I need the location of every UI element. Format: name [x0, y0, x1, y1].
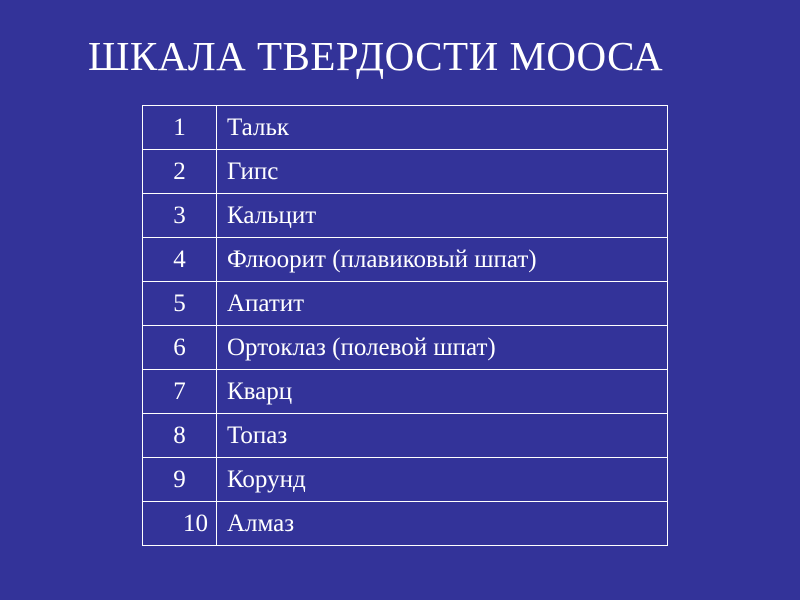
table-row — [143, 238, 668, 282]
mineral-name: Кварц — [217, 370, 668, 414]
hardness-number: 1 — [143, 106, 217, 150]
mineral-name: Апатит — [217, 282, 668, 326]
table-row — [143, 326, 668, 370]
mineral-name: Топаз — [217, 414, 668, 458]
slide-title: ШКАЛА ТВЕРДОСТИ МООСА — [88, 33, 664, 79]
table-row — [143, 194, 668, 238]
mineral-name: Гипс — [217, 150, 668, 194]
hardness-number: 5 — [143, 282, 217, 326]
table-row — [143, 458, 668, 502]
table-row — [143, 370, 668, 414]
table-row — [143, 282, 668, 326]
mineral-name: Алмаз — [217, 502, 668, 546]
hardness-number: 6 — [143, 326, 217, 370]
hardness-number: 9 — [143, 458, 217, 502]
mohs-hardness-table — [142, 105, 668, 546]
hardness-number: 2 — [143, 150, 217, 194]
hardness-number: 7 — [143, 370, 217, 414]
mineral-name: Тальк — [217, 106, 668, 150]
table-row — [143, 414, 668, 458]
hardness-number: 3 — [143, 194, 217, 238]
table-row — [143, 150, 668, 194]
mineral-name: Корунд — [217, 458, 668, 502]
hardness-number: 8 — [143, 414, 217, 458]
mineral-name: Ортоклаз (полевой шпат) — [217, 326, 668, 370]
table-row — [143, 106, 668, 150]
mineral-name: Кальцит — [217, 194, 668, 238]
hardness-number: 4 — [143, 238, 217, 282]
table-row — [143, 502, 668, 546]
mineral-name: Флюорит (плавиковый шпат) — [217, 238, 668, 282]
hardness-number: 10 — [143, 502, 217, 546]
